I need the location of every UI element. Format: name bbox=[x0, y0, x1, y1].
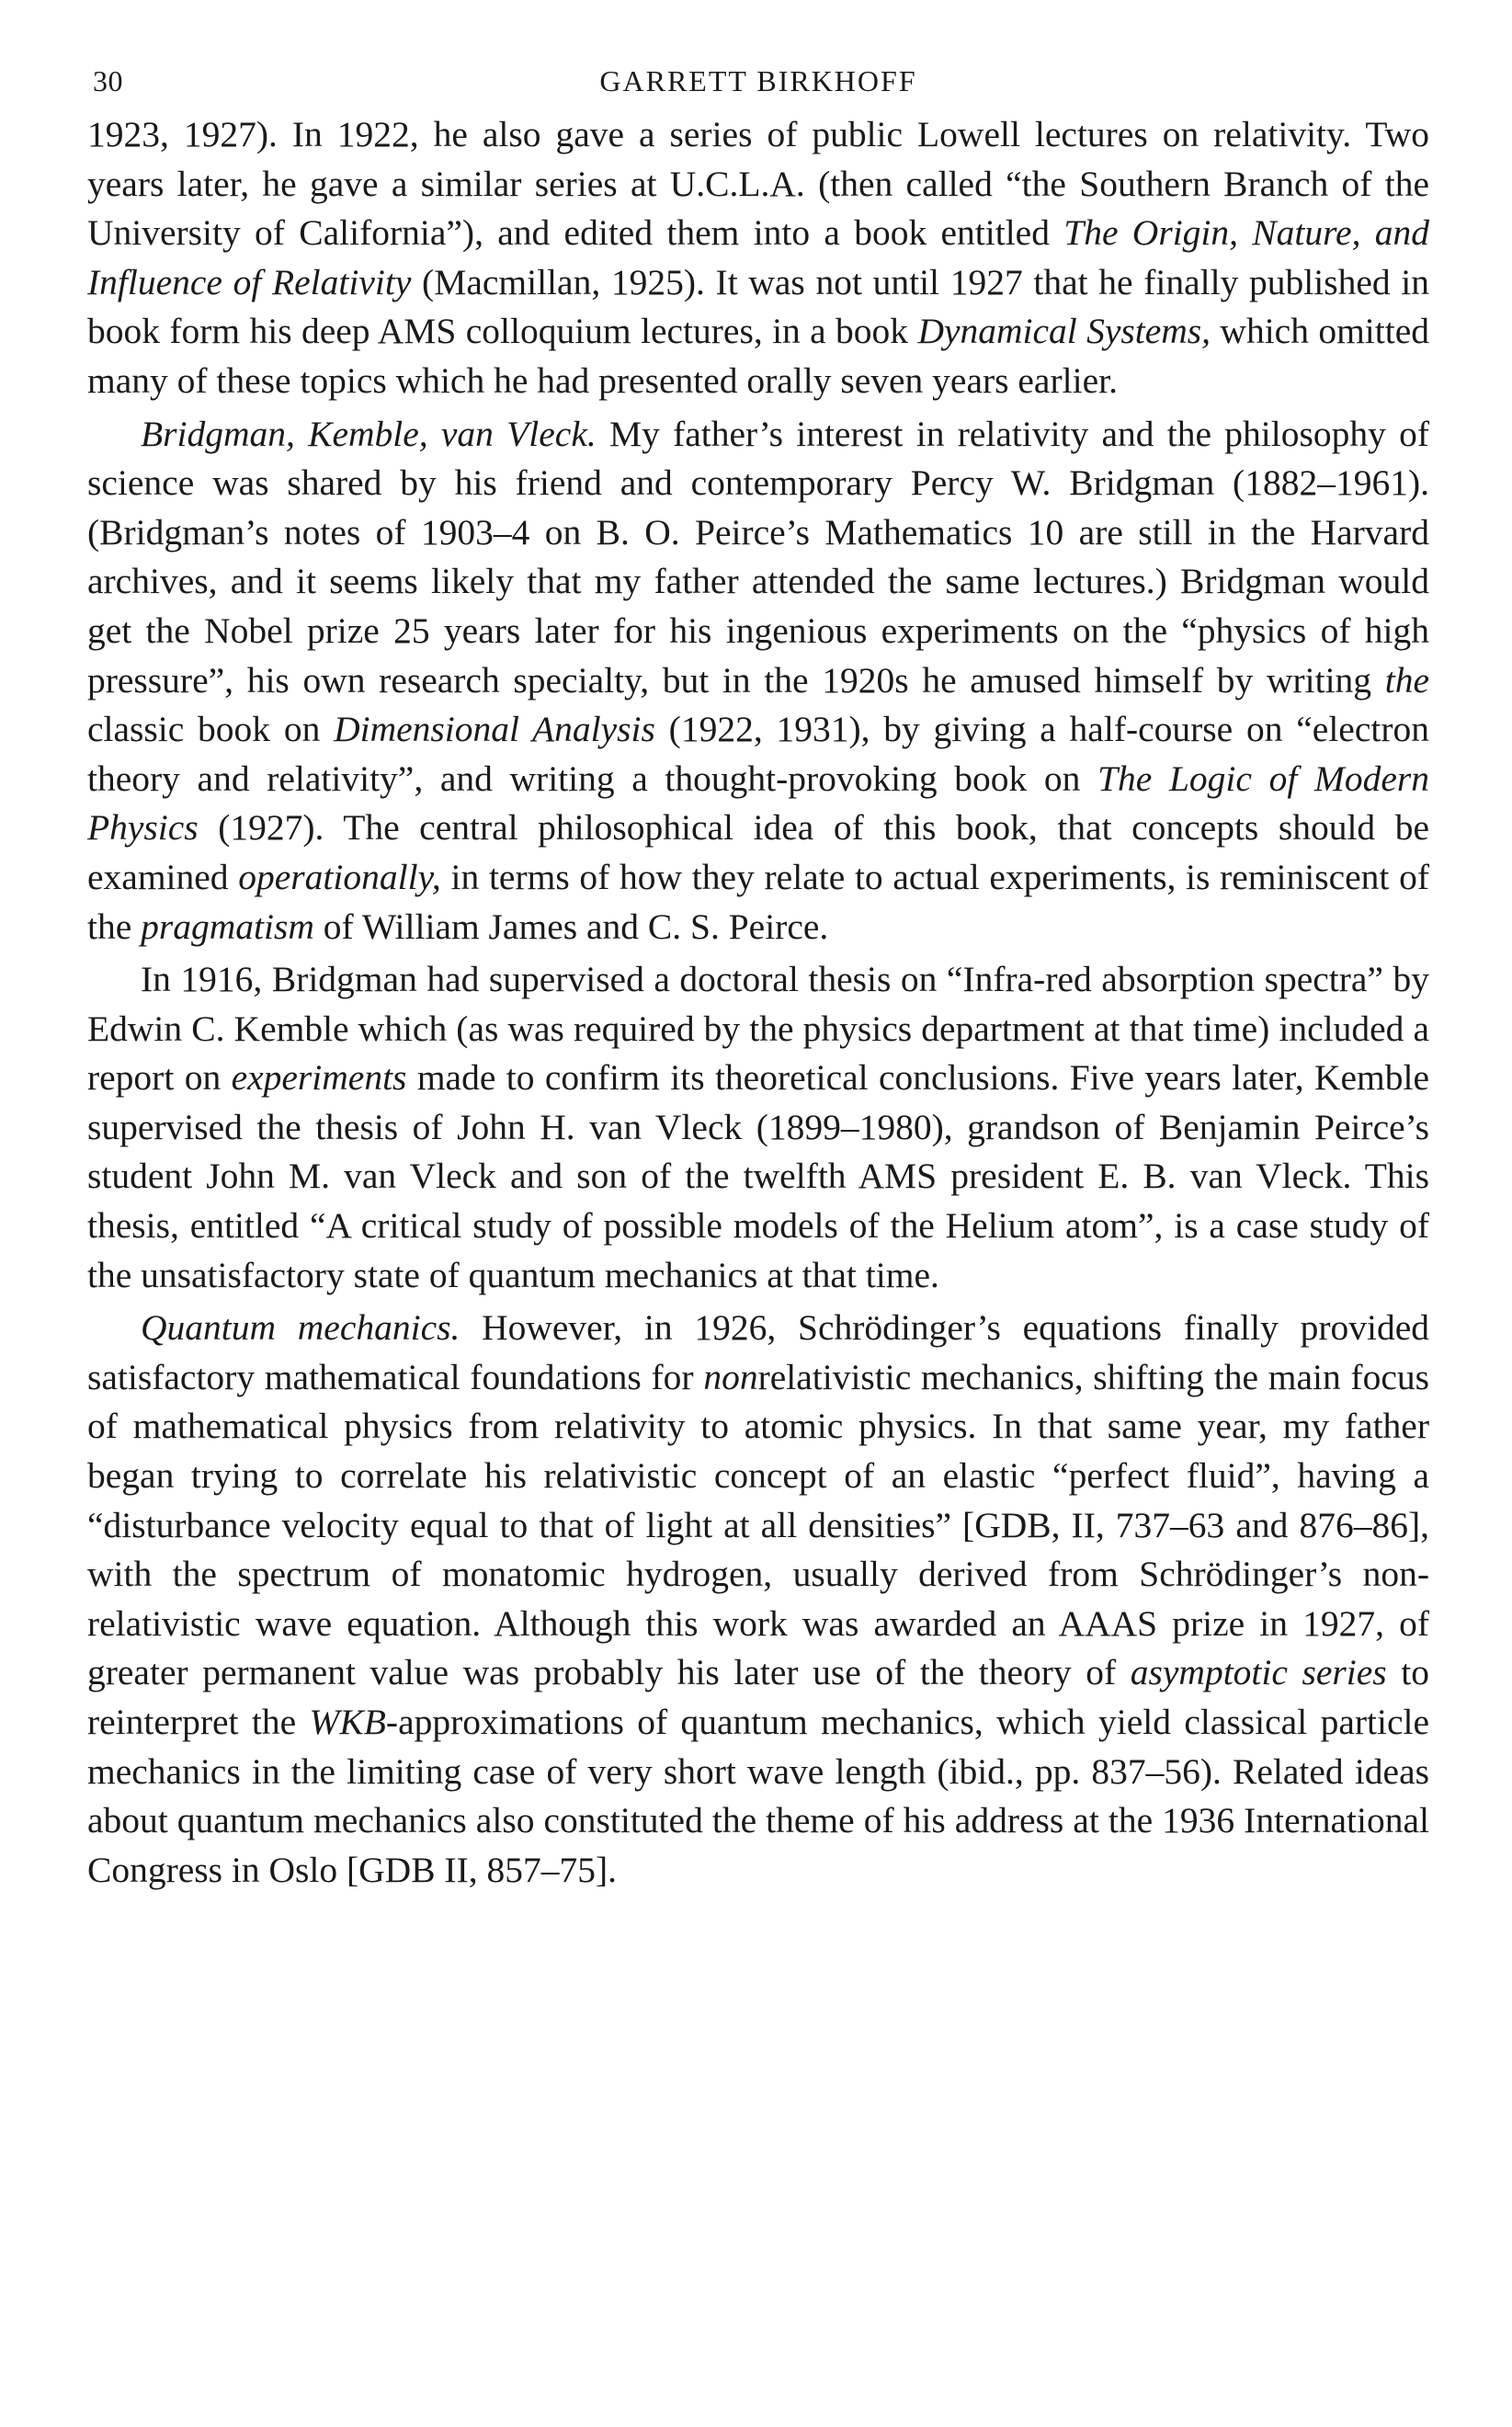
text-segment: relativistic mechanics, shifting the main focus of mathematical physics from relativity to atomic physics. In that same year, my father began trying to correlate his relativistic concept of an elastic “perfect fluid”, having a “disturbance velocity equal to that of light at all densities” [GDB, II, 737–63 and 876–86], with the spectrum of monatomic hydrogen, usually derived from Schrödinger’s non-relativistic wave equation. Although this work was awarded an AAAS prize in 1927, of greater permanent value was probably his later use of the theory of bbox=[87, 1356, 1429, 1693]
book-title: The Logic of Modern Physics bbox=[87, 758, 1429, 849]
running-head: GARRETT BIRKHOFF bbox=[599, 64, 917, 97]
book-title: The Origin, Nature, and Influence of Relativity bbox=[87, 212, 1429, 302]
text-segment: (1922, 1931), by giving a half-course on “electron theory and relativity”, and writing a thought-provoking book on bbox=[87, 709, 1429, 799]
text-segment: In 1916, Bridgman had supervised a doctoral thesis on “Infra-red absorption spectra” by Edwin C. Kemble which (as was required by the physics department at that time) included a report on bbox=[87, 959, 1429, 1099]
emphasis: operationally, bbox=[238, 856, 441, 897]
paragraph-3 bbox=[87, 955, 1429, 1300]
paragraph-2 bbox=[87, 410, 1429, 952]
emphasis: WKB bbox=[309, 1702, 386, 1742]
emphasis: asymptotic series bbox=[1130, 1652, 1387, 1693]
text-segment: My father’s interest in relativity and the philosophy of science was shared by his friend and contemporary Percy W. Bridgman (1882–1961). (Bridgman’s notes of 1903–4 on B. O. Peirce’s Mathematics 10 are still in the Harvard archives, and it seems likely that my father attended the same lectures.) Bridgman would get the Nobel prize 25 years later for his ingenious experiments on the “physics of high pressure”, his own research specialty, but in the 1920s he amused himself by writing bbox=[87, 413, 1429, 701]
section-heading: Bridgman, Kemble, van Vleck. bbox=[141, 413, 597, 454]
emphasis: the bbox=[1384, 659, 1429, 701]
text-segment: to reinterpret the bbox=[87, 1652, 1429, 1742]
text-segment: However, in 1926, Schrödinger’s equations finally provided satisfactory mathematical foundations for bbox=[87, 1307, 1429, 1397]
text-segment: of William James and C. S. Peirce. bbox=[313, 906, 829, 947]
emphasis: non bbox=[703, 1356, 758, 1397]
emphasis: experiments bbox=[231, 1057, 407, 1099]
page-header bbox=[87, 55, 1429, 110]
text-segment: which omitted many of these topics which he had presented orally seven years earlier. bbox=[87, 311, 1430, 401]
book-page bbox=[87, 55, 1429, 1898]
text-segment: made to confirm its theoretical conclusions. Five years later, Kemble supervised the thesis of John H. van Vleck (1899–1980), grandson of Benjamin Peirce’s student John M. van Vleck and son of the twelfth AMS president E. B. van Vleck. This thesis, entitled “A critical study of possible models of the Helium atom”, is a case study of the unsatisfactory state of quantum mechanics at that time. bbox=[87, 1057, 1429, 1295]
book-title: Dynamical Systems, bbox=[917, 311, 1211, 352]
text-segment: -approximations of quantum mechanics, which yield classical particle mechanics in the limiting case of very short wave length (ibid., pp. 837–56). Related ideas about quantum mechanics also constituted the theme of his address at the 1936 International Congress in Oslo [GDB II, 857–75]. bbox=[87, 1702, 1429, 1890]
text-segment: classic book on bbox=[87, 709, 335, 750]
page-number: 30 bbox=[93, 64, 123, 97]
emphasis: pragmatism bbox=[141, 906, 314, 947]
paragraph-1 bbox=[87, 110, 1429, 406]
section-heading: Quantum mechanics. bbox=[141, 1307, 460, 1349]
book-title: Dimensional Analysis bbox=[334, 709, 655, 750]
text-segment: (1927). The central philosophical idea of this book, that concepts should be examined bbox=[87, 807, 1429, 897]
body-text bbox=[87, 110, 1429, 1895]
paragraph-4 bbox=[87, 1304, 1429, 1895]
text-segment: 1923, 1927). In 1922, he also gave a series of public Lowell lectures on relativity. Two years later, he gave a similar series at U.C.L.A. (then called “the Southern Branch of the University of California”), and edited them into a book entitled bbox=[87, 114, 1429, 254]
text-segment: in terms of how they relate to actual experiments, is reminiscent of the bbox=[87, 856, 1429, 947]
text-segment: (Macmillan, 1925). It was not until 1927 that he finally published in book form his deep AMS colloquium lectures, in a book bbox=[87, 261, 1430, 352]
